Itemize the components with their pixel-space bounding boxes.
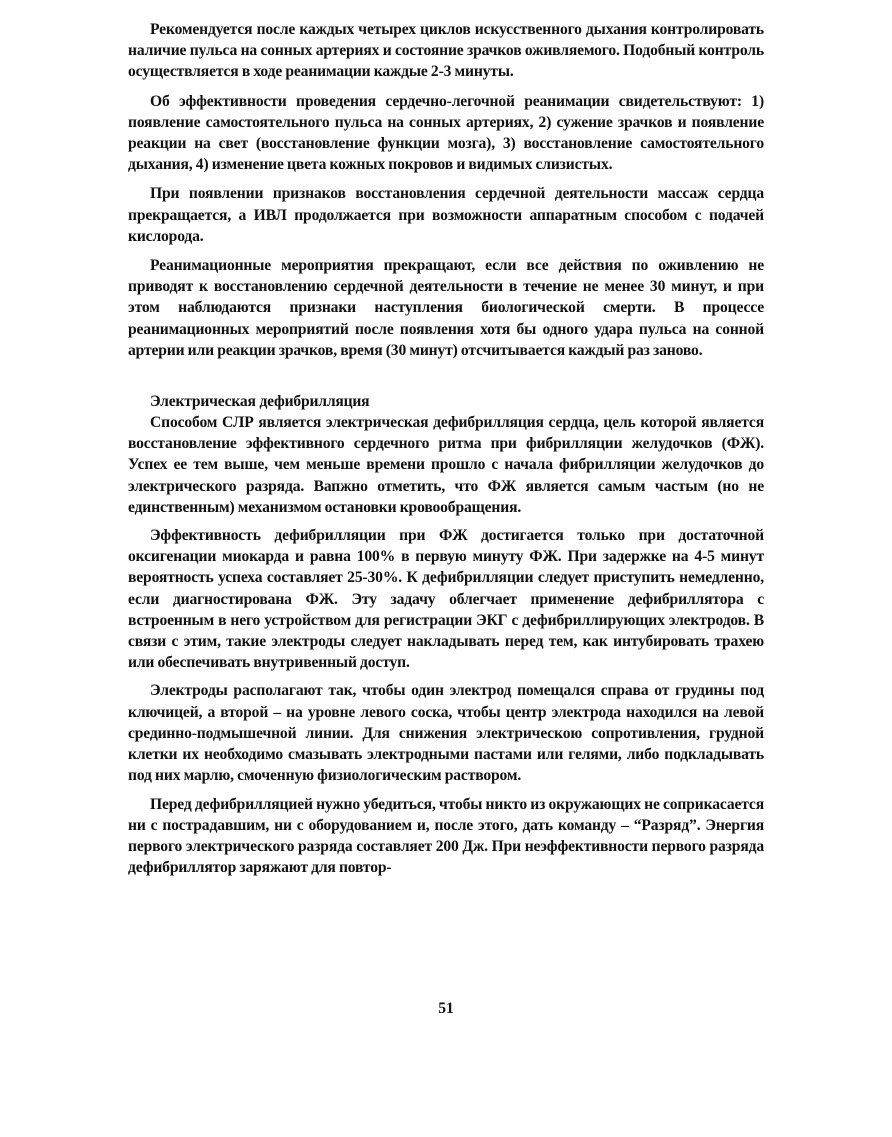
paragraph-massage-stop: При появлении признаков восстановления сердечной деятельности массаж сердца прекращается, а ИВЛ продолжается при возможности аппаратным способом с подачей кислорода. bbox=[128, 185, 764, 245]
section-heading: Электрическая дефибрилляция bbox=[150, 393, 370, 411]
page-number: 51 bbox=[438, 1000, 454, 1017]
paragraph-pulse-check: Рекомендуется после каждых четырех циклов искусственного дыхания контролировать наличие пульса на сонных артериях и состояние зрачков оживляемого. Подобный контроль осуществляется в ходе реанимации каждые 2-3 минуты. bbox=[128, 21, 764, 81]
text-column bbox=[128, 19, 764, 878]
paragraph-electrode-placement: Электроды располагают так, чтобы один электрод помещался справа от грудины под ключицей, а второй – на уровне левого соска, чтобы центр электрода находился на левой срединно-подмышечной линии. Для снижения электрическою сопротивления, грудной клетки их необходимо смазывать электродными пастами или гелями, либо подкладывать под них марлю, смоченную физиологическим раствором. bbox=[128, 682, 764, 785]
paragraph-defibrillation-efficiency: Эффективность дефибрилляции при ФЖ достигается только при достаточной оксигенации миокарда и равна 100% в первую минуту ФЖ. При задержке на 4-5 минут вероятность успеха составляет 25-30%. К дефибрилляции следует приступить немедленно, если диагностирована ФЖ. Эту задачу облегчает применение дефибриллятора с встроенным в него устройством для регистрации ЭКГ с дефибриллирующих электродов. В связи с этим, такие электроды следует накладывать перед тем, как интубировать трахею или обеспечивать внутривенный доступ. bbox=[128, 527, 764, 672]
paragraph-discharge-procedure: Перед дефибрилляцией нужно убедиться, чтобы никто из окружающих не соприкасается ни с пострадавшим, ни с оборудованием и, после этого, дать команду – “Разряд”. Энергия первого электрического разряда составляет 200 Дж. При неэффективности первого разряда дефибриллятор заряжают для повтор- bbox=[128, 795, 764, 877]
paragraph-defibrillation-method: Способом СЛР является электрическая дефибрилляция сердца, цель которой является восстановление эффективного сердечного ритма при фибрилляции желудочков (ФЖ). Успех ее тем выше, чем меньше времени прошло с начала фибрилляции желудочков до электрического разряда. Вапжно отметить, что ФЖ является самым частым (но не единственным) механизмом остановки кровообращения. bbox=[128, 414, 764, 516]
paragraph-resuscitation-stop: Реанимационные мероприятия прекращают, если все действия по оживлению не приводят к восстановлению сердечной деятельности в течение не менее 30 минут, и при этом наблюдаются признаки наступления биологической смерти. В процессе реанимационных мероприятий после появления хотя бы одного удара пульса на сонной артерии или реакции зрачков, время (30 минут) отсчитывается каждый раз заново. bbox=[128, 257, 764, 359]
paragraph-effectiveness-signs: Об эффективности проведения сердечно-легочной реанимации свидетельствуют: 1) появление самостоятельного пульса на сонных артериях, 2) сужение зрачков и появление реакции на свет (восстановление функции мозга), 3) восстановление самостоятельного дыхания, 4) изменение цвета кожных покровов и видимых слизистых. bbox=[128, 92, 764, 174]
